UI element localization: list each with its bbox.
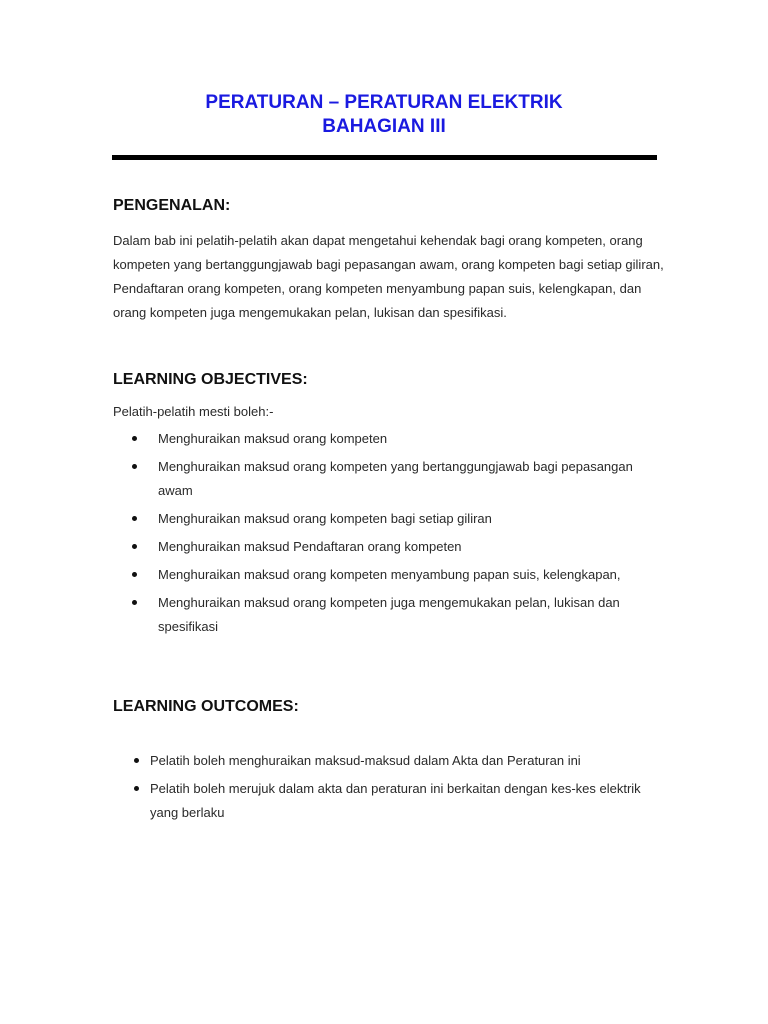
list-item [158,427,658,451]
list-item-text: Menghuraikan maksud orang kompeten bagi setiap giliran [158,511,492,526]
list-item [158,591,658,639]
list-item-text: Menghuraikan maksud Pendaftaran orang kompeten [158,539,462,554]
document-title-line-1: PERATURAN – PERATURAN ELEKTRIK [205,92,563,113]
list-item [158,507,658,531]
list-item [158,563,658,587]
bullet-icon [132,464,137,469]
bullet-icon [134,758,139,763]
outcomes-heading: LEARNING OUTCOMES: [113,698,299,715]
list-item-text: Pelatih boleh merujuk dalam akta dan peraturan ini berkaitan dengan kes-kes elektrik yang berlaku [150,781,641,820]
title-divider [112,155,657,160]
bullet-icon [134,786,139,791]
intro-heading: PENGENALAN: [113,197,231,214]
list-item [150,749,650,773]
bullet-icon [132,572,137,577]
list-item [158,535,658,559]
outcomes-list [150,749,650,829]
bullet-icon [132,544,137,549]
list-item-text: Menghuraikan maksud orang kompeten yang bertanggungjawab bagi pepasangan awam [158,459,633,498]
bullet-icon [132,436,137,441]
list-item [150,777,650,825]
objectives-heading: LEARNING OBJECTIVES: [113,371,308,388]
objectives-lead: Pelatih-pelatih mesti boleh:- [113,404,274,419]
list-item-text: Menghuraikan maksud orang kompeten [158,431,388,446]
list-item-text: Menghuraikan maksud orang kompeten menyambung papan suis, kelengkapan, [158,567,621,582]
intro-paragraph: Dalam bab ini pelatih-pelatih akan dapat mengetahui kehendak bagi orang kompeten, orang kompeten yang bertanggungjawab bagi pepasangan awam, orang kompeten bagi setiap giliran, Pendaftaran orang kompeten, orang kompeten menyambung papan suis, kelengkapan, dan orang kompeten juga mengemukakan pelan, lukisan dan spesifikasi. [113,233,664,320]
document-title-line-2: BAHAGIAN III [322,116,446,137]
list-item-text: Pelatih boleh menghuraikan maksud-maksud dalam Akta dan Peraturan ini [150,753,581,768]
list-item-text: Menghuraikan maksud orang kompeten juga mengemukakan pelan, lukisan dan spesifikasi [158,595,620,634]
objectives-list [158,427,658,643]
bullet-icon [132,600,137,605]
list-item [158,455,658,503]
bullet-icon [132,516,137,521]
